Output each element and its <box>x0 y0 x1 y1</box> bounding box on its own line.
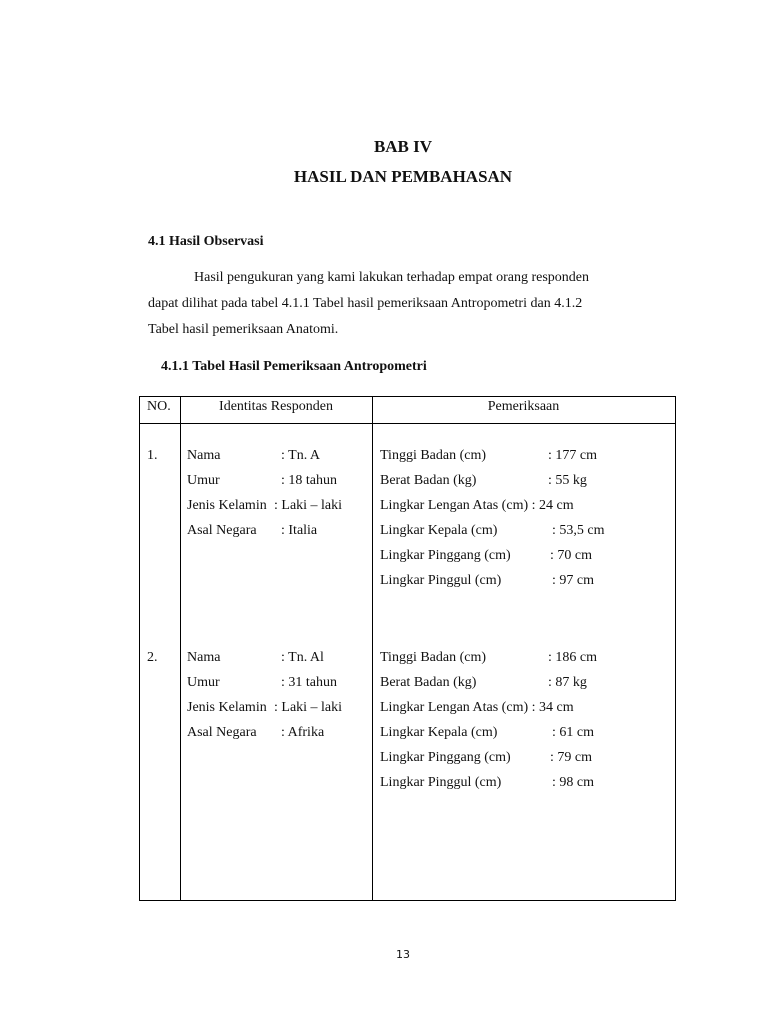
row-number: 2. <box>147 650 158 665</box>
header-identity: Identitas Responden <box>219 399 333 414</box>
identity-label: Asal Negara <box>187 523 257 538</box>
exam-value: : 55 kg <box>548 473 587 488</box>
exam-label: Tinggi Badan (cm) <box>380 448 487 463</box>
exam-value: : 97 cm <box>552 573 594 588</box>
identity-label: Nama <box>187 448 221 463</box>
exam-label: Lingkar Pinggul (cm) <box>380 775 502 790</box>
page-number: 13 <box>396 948 410 961</box>
exam-label: Lingkar Pinggang (cm) <box>380 548 511 563</box>
table-caption: 4.1.1 Tabel Hasil Pemeriksaan Antropometri <box>161 359 427 374</box>
identity-value: : 31 tahun <box>281 675 337 690</box>
exam-label: Lingkar Pinggul (cm) <box>380 573 502 588</box>
paragraph-line-1: Hasil pengukuran yang kami lakukan terhadap empat orang responden <box>194 270 589 285</box>
exam-line <box>380 700 574 716</box>
identity-label: Umur <box>187 675 220 690</box>
exam-value: : 79 cm <box>550 750 592 765</box>
chapter-title: HASIL DAN PEMBAHASAN <box>293 167 513 186</box>
exam-label: Lingkar Lengan Atas (cm) <box>380 700 529 715</box>
column-divider <box>180 397 181 900</box>
exam-label: Lingkar Lengan Atas (cm) <box>380 498 529 513</box>
anthropometry-table <box>139 396 676 901</box>
exam-label: Tinggi Badan (cm) <box>380 650 487 665</box>
identity-value: : 18 tahun <box>281 473 337 488</box>
exam-value: : 24 cm <box>531 498 574 513</box>
identity-label: Asal Negara <box>187 725 257 740</box>
exam-line <box>380 498 574 514</box>
identity-label: Jenis Kelamin <box>187 700 267 715</box>
exam-value: : 70 cm <box>550 548 592 563</box>
paragraph-line-3: Tabel hasil pemeriksaan Anatomi. <box>148 322 339 337</box>
identity-value: : Laki – laki <box>274 700 343 715</box>
header-exam: Pemeriksaan <box>487 399 560 414</box>
identity-label: Jenis Kelamin <box>187 498 267 513</box>
exam-label: Lingkar Kepala (cm) <box>380 725 498 740</box>
identity-value: : Laki – laki <box>274 498 343 513</box>
exam-value: : 34 cm <box>531 700 574 715</box>
exam-value: : 61 cm <box>552 725 594 740</box>
identity-label: Nama <box>187 650 221 665</box>
identity-value: : Afrika <box>281 725 325 740</box>
column-divider <box>372 397 373 900</box>
identity-value: : Italia <box>281 523 318 538</box>
identity-label: Umur <box>187 473 220 488</box>
exam-label: Lingkar Pinggang (cm) <box>380 750 511 765</box>
exam-value: : 53,5 cm <box>552 523 605 538</box>
section-heading: 4.1 Hasil Observasi <box>148 234 264 249</box>
exam-label: Berat Badan (kg) <box>380 675 477 690</box>
header-no: NO. <box>147 399 171 414</box>
identity-value: : Tn. A <box>281 448 321 463</box>
header-divider <box>140 423 675 424</box>
exam-label: Berat Badan (kg) <box>380 473 477 488</box>
exam-value: : 177 cm <box>548 448 597 463</box>
exam-label: Lingkar Kepala (cm) <box>380 523 498 538</box>
row-number: 1. <box>147 448 158 463</box>
identity-value: : Tn. Al <box>281 650 324 665</box>
paragraph-line-2: dapat dilihat pada tabel 4.1.1 Tabel hasil pemeriksaan Antropometri dan 4.1.2 <box>148 296 583 311</box>
chapter-number: BAB IV <box>373 137 433 156</box>
exam-value: : 98 cm <box>552 775 594 790</box>
exam-value: : 87 kg <box>548 675 587 690</box>
exam-value: : 186 cm <box>548 650 597 665</box>
